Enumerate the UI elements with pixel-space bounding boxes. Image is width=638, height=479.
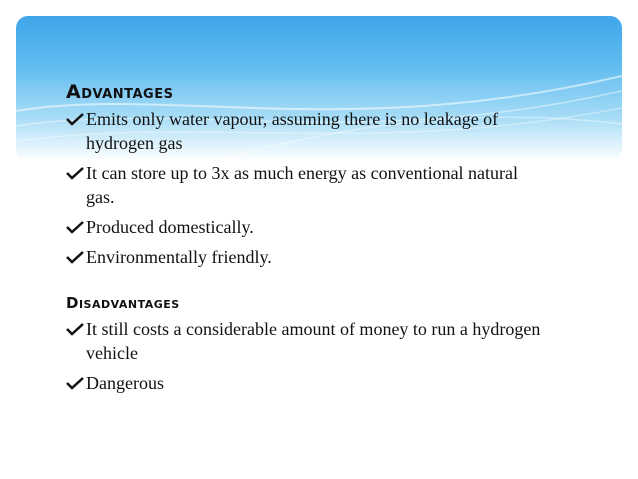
list-item [66,317,546,365]
list-item [66,371,546,395]
arrow-check-icon [66,111,84,127]
list-item-text: Emits only water vapour, assuming there is no leakage of hydrogen gas [86,109,499,153]
slide-content [66,80,546,401]
list-item [66,161,546,209]
arrow-check-icon [66,249,84,265]
disadvantages-list [66,317,546,395]
list-item [66,245,546,269]
list-item [66,107,546,155]
list-item [66,215,546,239]
arrow-check-icon [66,321,84,337]
list-item-text: It still costs a considerable amount of money to run a hydrogen vehicle [86,319,541,363]
arrow-check-icon [66,219,84,235]
arrow-check-icon [66,165,84,181]
advantages-list [66,107,546,269]
list-item-text: Produced domestically. [86,217,254,237]
list-item-text: Dangerous [86,373,164,393]
disadvantages-heading: Disadvantages [66,294,180,312]
list-item-text: It can store up to 3x as much energy as conventional natural gas. [86,163,519,207]
advantages-heading: Advantages [66,81,174,103]
arrow-check-icon [66,375,84,391]
list-item-text: Environmentally friendly. [86,247,272,267]
